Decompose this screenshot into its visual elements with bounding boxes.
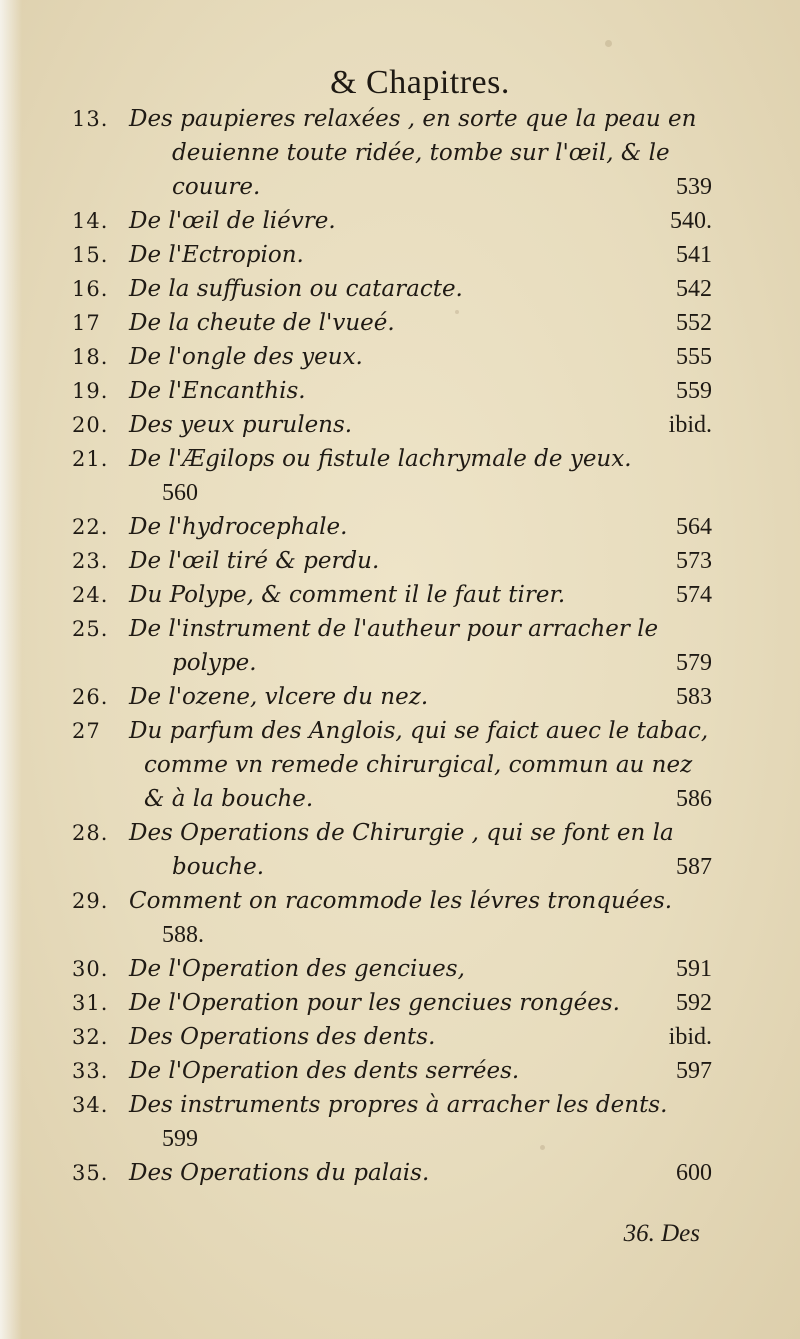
chapter-title: Du Polype, & comment il le faut tirer. — [129, 582, 566, 608]
toc-line — [72, 1156, 712, 1190]
toc-line — [72, 306, 712, 340]
chapter-title: comme vn remede chirurgical, commun au nez — [144, 752, 693, 778]
page-number: 539 — [676, 174, 712, 200]
chapter-title: Des Operations du palais. — [129, 1160, 430, 1186]
page-number: 559 — [676, 378, 712, 404]
chapter-title: De l'Ectropion. — [129, 242, 304, 268]
page-number: 587 — [676, 854, 712, 880]
chapter-number: 27 — [72, 719, 101, 743]
page-number: 588. — [162, 922, 204, 948]
chapter-title: Des instruments propres à arracher les dents. — [129, 1092, 668, 1118]
chapter-number: 13. — [72, 107, 109, 131]
chapter-title: De l'ozene, vlcere du nez. — [129, 684, 429, 710]
chapter-number: 20. — [72, 413, 109, 437]
chapter-title: Du parfum des Anglois, qui se faict auec le tabac, — [129, 718, 709, 744]
chapter-title: De l'œil de liévre. — [129, 208, 336, 234]
page-number: 542 — [676, 276, 712, 302]
page-number: 591 — [676, 956, 712, 982]
chapter-title: deuienne toute ridée, tombe sur l'œil, & le — [172, 140, 670, 166]
page-number: 541 — [676, 242, 712, 268]
toc-line — [72, 612, 712, 646]
chapter-title: De l'hydrocephale. — [129, 514, 348, 540]
chapter-title: De l'instrument de l'autheur pour arracher le — [129, 616, 659, 642]
chapter-number: 15. — [72, 243, 109, 267]
toc-line — [72, 442, 712, 476]
chapter-number: 19. — [72, 379, 109, 403]
toc-line — [72, 102, 712, 136]
toc-line — [72, 850, 712, 884]
chapter-number: 26. — [72, 685, 109, 709]
page-number: 552 — [676, 310, 712, 336]
page-number: 600 — [676, 1160, 712, 1186]
toc-line — [72, 646, 712, 680]
toc-line — [72, 1020, 712, 1054]
catchword: 36. Des — [623, 1220, 700, 1247]
toc-line — [72, 544, 712, 578]
chapter-title: De l'ongle des yeux. — [129, 344, 363, 370]
toc-line — [72, 272, 712, 306]
toc-line — [72, 884, 712, 918]
chapter-number: 21. — [72, 447, 109, 471]
toc-line — [72, 1054, 712, 1088]
chapter-number: 24. — [72, 583, 109, 607]
toc-line — [72, 782, 712, 816]
toc-line — [72, 680, 712, 714]
chapter-title: couure. — [172, 174, 261, 200]
chapter-number: 17 — [72, 311, 101, 335]
chapter-title: De l'œil tiré & perdu. — [129, 548, 380, 574]
chapter-title: De l'Encanthis. — [129, 378, 306, 404]
toc-line — [72, 1122, 712, 1156]
chapter-number: 30. — [72, 957, 109, 981]
toc-line — [72, 714, 712, 748]
toc-line — [72, 238, 712, 272]
toc-line — [72, 510, 712, 544]
chapter-number: 23. — [72, 549, 109, 573]
toc-line — [72, 340, 712, 374]
page-number: 583 — [676, 684, 712, 710]
chapter-title: De la suffusion ou cataracte. — [129, 276, 463, 302]
ink-spot-decoration — [540, 1145, 545, 1150]
chapter-title: De l'Operation des genciues, — [129, 956, 465, 982]
chapter-number: 25. — [72, 617, 109, 641]
chapter-number: 29. — [72, 889, 109, 913]
toc-line — [72, 170, 712, 204]
toc-line — [72, 408, 712, 442]
toc-line — [72, 374, 712, 408]
toc-line — [72, 136, 712, 170]
chapter-title: Des Operations des dents. — [129, 1024, 436, 1050]
ink-spot-decoration — [455, 310, 459, 314]
chapter-title: De l'Ægilops ou fistule lachrymale de yeux. — [129, 446, 632, 472]
chapter-number: 34. — [72, 1093, 109, 1117]
chapter-number: 22. — [72, 515, 109, 539]
chapter-title: De l'Operation pour les genciues rongées. — [129, 990, 620, 1016]
page-number: 579 — [676, 650, 712, 676]
chapter-number: 31. — [72, 991, 109, 1015]
page-number: 586 — [676, 786, 712, 812]
page-number: 597 — [676, 1058, 712, 1084]
chapter-title: & à la bouche. — [144, 786, 314, 812]
page-number: 560 — [162, 480, 198, 506]
chapter-number: 33. — [72, 1059, 109, 1083]
chapter-number: 14. — [72, 209, 109, 233]
chapter-title: Des Operations de Chirurgie , qui se font en la — [129, 820, 674, 846]
chapter-title: De l'Operation des dents serrées. — [129, 1058, 520, 1084]
chapter-number: 28. — [72, 821, 109, 845]
chapter-number: 18. — [72, 345, 109, 369]
page-number: ibid. — [668, 1024, 712, 1050]
toc-line — [72, 204, 712, 238]
toc-line — [72, 578, 712, 612]
chapter-number: 16. — [72, 277, 109, 301]
ink-spot-decoration — [605, 40, 612, 47]
page-number: 573 — [676, 548, 712, 574]
chapter-number: 32. — [72, 1025, 109, 1049]
toc-line — [72, 1088, 712, 1122]
chapter-title: Des paupieres relaxées , en sorte que la peau en — [129, 106, 697, 132]
chapter-title: polype. — [172, 650, 257, 676]
toc-line — [72, 952, 712, 986]
chapter-title: bouche. — [172, 854, 264, 880]
page-number: 564 — [676, 514, 712, 540]
chapter-title: Comment on racommode les lévres tronquées. — [129, 888, 673, 914]
toc-line — [72, 476, 712, 510]
toc-line — [72, 986, 712, 1020]
toc-line — [72, 918, 712, 952]
page-number: 540. — [670, 208, 712, 234]
chapter-title: De la cheute de l'vueé. — [129, 310, 395, 336]
page-number: 574 — [676, 582, 712, 608]
page-number: 592 — [676, 990, 712, 1016]
toc-line — [72, 748, 712, 782]
running-head: & Chapitres. — [330, 64, 510, 101]
page-number: 599 — [162, 1126, 198, 1152]
chapter-number: 35. — [72, 1161, 109, 1185]
page-number: 555 — [676, 344, 712, 370]
chapter-title: Des yeux purulens. — [129, 412, 353, 438]
toc-line — [72, 816, 712, 850]
page-number: ibid. — [668, 412, 712, 438]
